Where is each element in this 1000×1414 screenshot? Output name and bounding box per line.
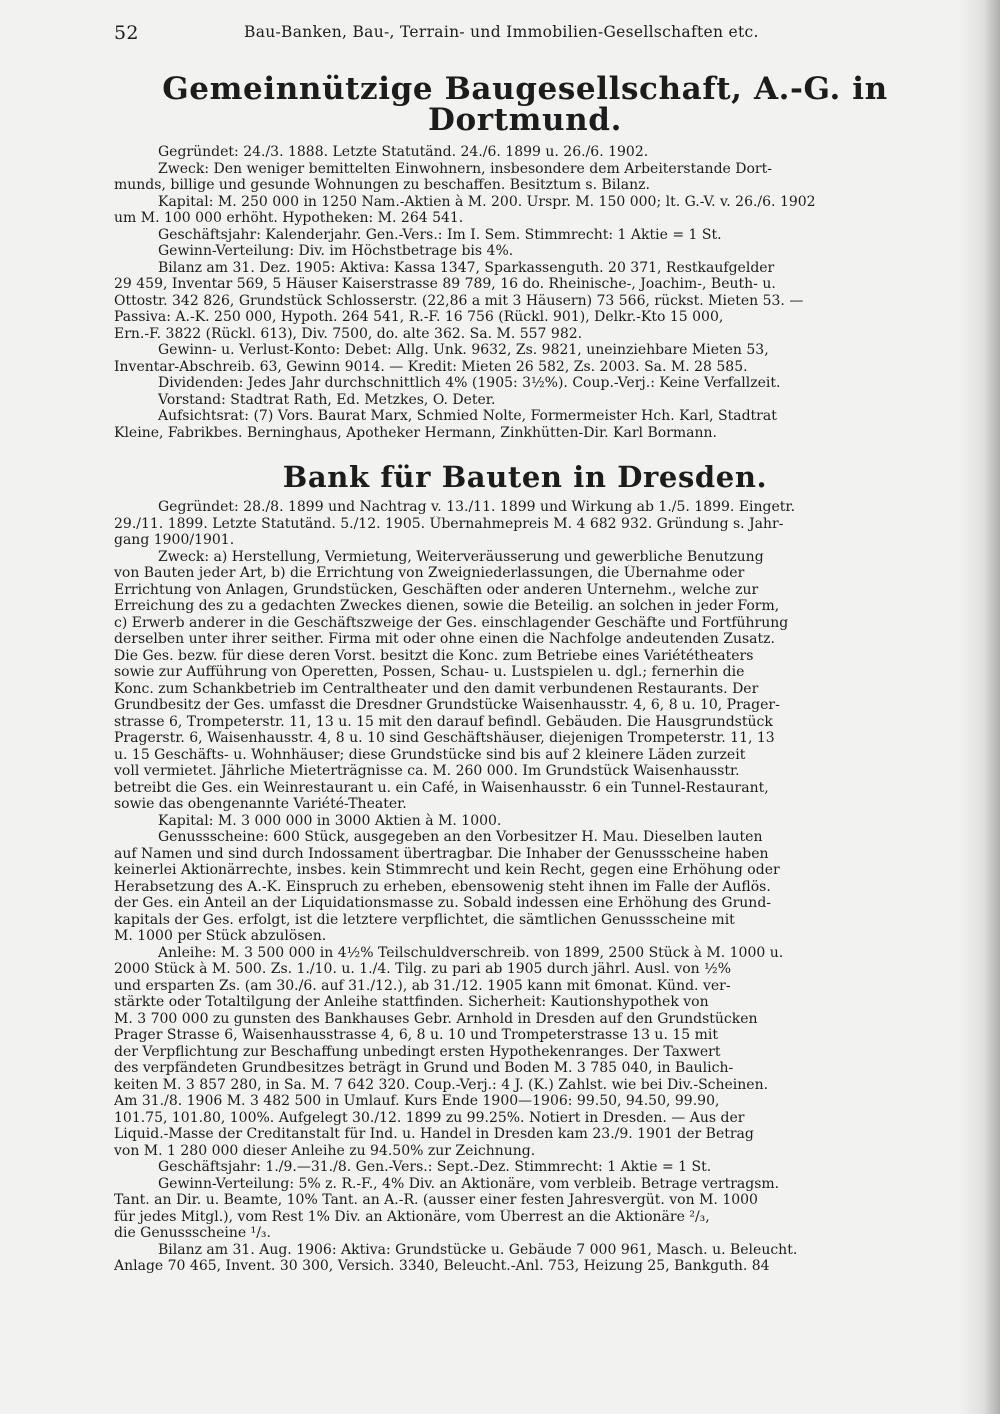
text-line: Anleihe: M. 3 500 000 in 4½% Teilschuldverschreib. von 1899, 2500 Stück à M. 1000 u. xyxy=(158,944,784,961)
text-line: voll vermietet. Jährliche Mieterträgnisse ca. M. 260 000. Im Grundstück Waisenhausstr. xyxy=(114,763,740,779)
text-line: strasse 6, Trompeterstr. 11, 13 u. 15 mit den darauf befindl. Gebäuden. Die Hausgrundstück xyxy=(114,713,773,730)
text-line: betreibt die Ges. ein Weinrestaurant u. ein Café, in Waisenhausstr. 6 ein Tunnel-Restaurant, xyxy=(114,779,769,796)
text-line: Kapital: M. 3 000 000 in 3000 Aktien à M. 1000. xyxy=(158,812,502,829)
text-line: Tant. an Dir. u. Beamte, 10% Tant. an A.-R. (ausser einer festen Jahresvergüt. von M. 1000 xyxy=(114,1192,758,1208)
text-line: Zweck: a) Herstellung, Vermietung, Weiterveräusserung und gewerbliche Benutzung xyxy=(158,548,764,565)
text-line: keiten M. 3 857 280, in Sa. M. 7 642 320. Coup.-Verj.: 4 J. (K.) Zahlst. wie bei Div.-Scheinen. xyxy=(114,1076,769,1093)
section-title-dresden: Bank für Bauten in Dresden. xyxy=(282,460,768,494)
text-line: Pragerstr. 6, Waisenhausstr. 4, 8 u. 10 sind Geschäftshäuser, diejenigen Trompeterstr. 11, 13 xyxy=(114,730,775,746)
text-line: Bilanz am 31. Aug. 1906: Aktiva: Grundstücke u. Gebäude 7 000 961, Masch. u. Beleucht. xyxy=(158,1241,798,1258)
text-line: Kleine, Fabrikbes. Berninghaus, Apotheker Hermann, Zinkhütten-Dir. Karl Bormann. xyxy=(114,424,717,441)
text-line: Errichtung von Anlagen, Grundstücken, Geschäften oder anderen Unternehm., welche zur xyxy=(114,581,759,598)
text-line: derselben unter ihrer seither. Firma mit oder ohne einen die Nachfolge andeutenden Zusatz. xyxy=(114,631,775,647)
text-line: kapitals der Ges. erfolgt, ist die letztere verpflichtet, die sämtlichen Genussscheine mit xyxy=(114,911,735,928)
page-header xyxy=(114,22,936,58)
text-line: Ottostr. 342 826, Grundstück Schlosserstr. (22,86 a mit 3 Häusern) 73 566, rückst. Mieten 53. — xyxy=(114,292,804,309)
text-line: die Genussscheine ¹/₃. xyxy=(114,1225,271,1241)
text-line: stärkte oder Totaltilgung der Anleihe stattfinden. Sicherheit: Kautionshypothek von xyxy=(114,994,709,1010)
text-line: keinerlei Aktionärrechte, insbes. kein Stimmrecht und kein Recht, gegen eine Erhöhung oder xyxy=(114,862,780,878)
text-line: von Bauten jeder Art, b) die Errichtung von Zweigniederlassungen, die Übernahme oder xyxy=(114,565,745,581)
text-line: M. 1000 per Stück abzulösen. xyxy=(114,928,327,944)
text-line: Dividenden: Jedes Jahr durchschnittlich 4% (1905: 3½%). Coup.-Verj.: Keine Verfallzeit. xyxy=(158,375,781,391)
text-line: Am 31./8. 1906 M. 3 482 500 in Umlauf. Kurs Ende 1900—1906: 99.50, 94.50, 99.90, xyxy=(114,1093,720,1109)
text-line: Prager Strasse 6, Waisenhausstrasse 4, 6, 8 u. 10 und Trompeterstrasse 13 u. 15 mit xyxy=(114,1027,718,1043)
text-line: 29./11. 1899. Letzte Statutänd. 5./12. 1905. Übernahmepreis M. 4 682 932. Gründung s. Jahr- xyxy=(114,515,784,532)
text-line: Zweck: Den weniger bemittelten Einwohnern, insbesondere dem Arbeiterstande Dort- xyxy=(158,160,772,177)
text-line: Gegründet: 24./3. 1888. Letzte Statutänd. 24./6. 1899 u. 26./6. 1902. xyxy=(158,144,649,160)
text-line: Aufsichtsrat: (7) Vors. Baurat Marx, Schmied Nolte, Formermeister Hch. Karl, Stadtrat xyxy=(158,408,777,424)
text-line: Gegründet: 28./8. 1899 und Nachtrag v. 13./11. 1899 und Wirkung ab 1./5. 1899. Eingetr. xyxy=(158,499,796,515)
text-line: 2000 Stück à M. 500. Zs. 1./10. u. 1./4. Tilg. zu pari ab 1905 durch jährl. Ausl. von ½% xyxy=(114,961,732,977)
text-line: u. 15 Geschäfts- u. Wohnhäuser; diese Grundstücke sind bis auf 2 kleinere Läden zurzeit xyxy=(114,746,746,763)
text-line: Liquid.-Masse der Creditanstalt für Ind. u. Handel in Dresden kam 23./9. 1901 der Betrag xyxy=(114,1126,754,1142)
text-line: Gewinn-Verteilung: 5% z. R.-F., 4% Div. an Aktionäre, vom verbleib. Betrage vertragsm. xyxy=(158,1175,780,1192)
text-line: gang 1900/1901. xyxy=(114,532,235,548)
text-line: Die Ges. bezw. für diese deren Vorst. besitzt die Konc. zum Betriebe eines Variététheaters xyxy=(114,647,754,664)
page-number: 52 xyxy=(114,22,139,44)
text-line: Konc. zum Schankbetrieb im Centraltheater und den damit verbundenen Restaurants. Der xyxy=(114,680,759,697)
text-line: Genussscheine: 600 Stück, ausgegeben an den Vorbesitzer H. Mau. Dieselben lauten xyxy=(158,829,763,845)
text-line: c) Erwerb anderer in die Geschäftszweige der Ges. einschlagender Geschäfte und Fortführung xyxy=(114,614,789,631)
text-line: Bilanz am 31. Dez. 1905: Aktiva: Kassa 1347, Sparkassenguth. 20 371, Restkaufgelder xyxy=(158,259,775,276)
text-line: auf Namen und sind durch Indossament übertragbar. Die Inhaber der Genussscheine haben xyxy=(114,845,769,862)
text-line: Geschäftsjahr: 1./9.—31./8. Gen.-Vers.: Sept.-Dez. Stimmrecht: 1 Aktie = 1 St. xyxy=(158,1159,712,1175)
text-line: sowie das obengenannte Variété-Theater. xyxy=(114,796,407,812)
text-line: 29 459, Inventar 569, 5 Häuser Kaiserstrasse 89 789, 16 do. Rheinische-, Joachim-, Beuth- u. xyxy=(114,276,776,292)
text-line: Inventar-Abschreib. 63, Gewinn 9014. — Kredit: Mieten 26 582, Zs. 2003. Sa. M. 28 585. xyxy=(114,358,748,375)
text-line: Passiva: A.-K. 250 000, Hypoth. 264 541, R.-F. 16 756 (Rückl. 901), Delkr.-Kto 15 000, xyxy=(114,309,724,325)
text-line: um M. 100 000 erhöht. Hypotheken: M. 264 541. xyxy=(114,210,464,226)
text-line: 101.75, 101.80, 100%. Aufgelegt 30./12. 1899 zu 99.25%. Notiert in Dresden. — Aus der xyxy=(114,1109,745,1126)
text-line: Herabsetzung des A.-K. Einspruch zu erheben, ebensowenig steht ihnen im Falle der Auflös. xyxy=(114,878,771,895)
text-line: Gewinn- u. Verlust-Konto: Debet: Allg. Unk. 9632, Zs. 9821, uneinziehbare Mieten 53, xyxy=(158,342,769,358)
section-title-dortmund: Gemeinnützige Baugesellschaft, A.-G. in Dortmund. xyxy=(162,71,888,138)
text-line: der Verpflichtung zur Beschaffung unbedingt ersten Hypothekenranges. Der Taxwert xyxy=(114,1043,721,1060)
text-line: M. 3 700 000 zu gunsten des Bankhauses Gebr. Arnhold in Dresden auf den Grundstücken xyxy=(114,1010,758,1027)
text-line: Kapital: M. 250 000 in 1250 Nam.-Aktien à M. 200. Urspr. M. 150 000; lt. G.-V. v. 26./6. 1902 xyxy=(158,193,816,210)
text-line: für jedes Mitgl.), vom Rest 1% Div. an Aktionäre, vom Überrest an die Aktionäre ²/₃, xyxy=(114,1208,710,1225)
running-head: Bau-Banken, Bau-, Terrain- und Immobilien-Gesellschaften etc. xyxy=(244,23,759,41)
text-line: munds, billige und gesunde Wohnungen zu beschaffen. Besitztum s. Bilanz. xyxy=(114,177,650,193)
text-line: Anlage 70 465, Invent. 30 300, Versich. 3340, Beleucht.-Anl. 753, Heizung 25, Bankguth. 84 xyxy=(114,1258,770,1274)
document-page xyxy=(114,22,936,1275)
text-line: des verpfändeten Grundbesitzes beträgt in Grund und Boden M. 3 785 040, in Baulich- xyxy=(114,1060,734,1076)
text-line: sowie zur Aufführung von Operetten, Possen, Schau- u. Lustspielen u. dgl.; fernerhin die xyxy=(114,664,745,680)
text-line: Ern.-F. 3822 (Rückl. 613), Div. 7500, do. alte 362. Sa. M. 557 982. xyxy=(114,325,583,342)
entry-dresden xyxy=(114,499,936,1275)
page-edge-shadow xyxy=(958,0,1000,1414)
entry-dortmund xyxy=(114,144,936,441)
text-line: Geschäftsjahr: Kalenderjahr. Gen.-Vers.: Im I. Sem. Stimmrecht: 1 Aktie = 1 St. xyxy=(158,226,722,243)
text-line: Grundbesitz der Ges. umfasst die Dresdner Grundstücke Waisenhausstr. 4, 6, 8 u. 10, Prager- xyxy=(114,697,780,713)
text-line: und ersparten Zs. (am 30./6. auf 31./12.), ab 31./12. 1905 kann mit 6monat. Künd. ver- xyxy=(114,977,731,994)
text-line: von M. 1 280 000 dieser Anleihe zu 94.50% zur Zeichnung. xyxy=(114,1142,536,1159)
text-line: Gewinn-Verteilung: Div. im Höchstbetrage bis 4%. xyxy=(158,243,514,259)
text-line: der Ges. ein Anteil an der Liquidationsmasse zu. Sobald indessen eine Erhöhung des Grund- xyxy=(114,895,772,911)
text-line: Erreichung des zu a gedachten Zweckes dienen, sowie die Beteilig. an solchen in jeder Form, xyxy=(114,598,780,614)
text-line: Vorstand: Stadtrat Rath, Ed. Metzkes, O. Deter. xyxy=(158,391,496,408)
